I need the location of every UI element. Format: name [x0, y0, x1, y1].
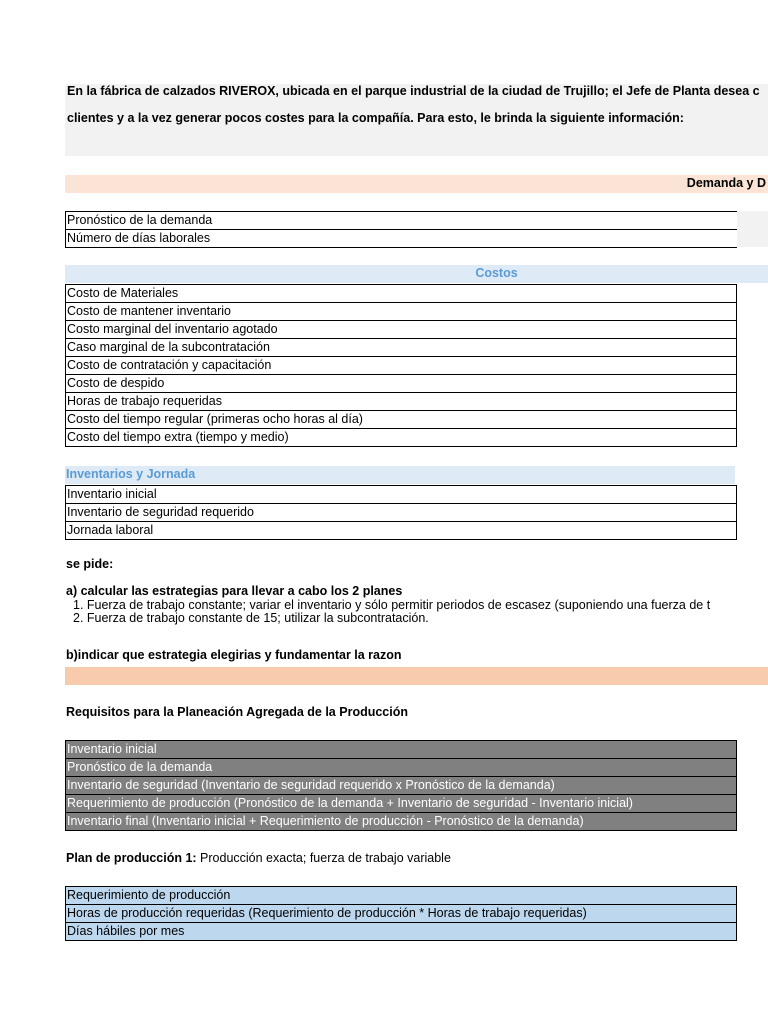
intro-line-2: clientes y a la vez generar pocos costes para la compañía. Para esto, le brinda la siguiente información:	[67, 111, 684, 125]
cost-row-label: Costo del tiempo extra (tiempo y medio)	[66, 429, 737, 447]
plan1-title	[66, 851, 451, 865]
table-row	[66, 905, 737, 923]
intro-line-1: En la fábrica de calzados RIVEROX, ubicada en el parque industrial de la ciudad de Trujillo; el Jefe de Planta desea c	[67, 84, 760, 98]
costs-table	[65, 284, 737, 447]
requirements-row-label: Inventario final (Inventario inicial + Requerimiento de producción - Pronóstico de la demanda)	[66, 813, 737, 831]
requirements-row-label: Inventario inicial	[66, 741, 737, 759]
inventory-row-label: Jornada laboral	[66, 522, 737, 540]
table-row	[66, 887, 737, 905]
cost-row-label: Horas de trabajo requeridas	[66, 393, 737, 411]
question-a: a) calcular las estrategias para llevar a cabo los 2 planes	[66, 584, 403, 598]
plan1-title-rest: Producción exacta; fuerza de trabajo variable	[196, 851, 451, 865]
question-a-item-1: 1. Fuerza de trabajo constante; variar el inventario y sólo permitir periodos de escasez (suponiendo una fuerza de t	[73, 598, 711, 612]
question-b: b)indicar que estrategia elegirias y fundamentar la razon	[66, 648, 402, 662]
plan1-row-label: Horas de producción requeridas (Requerimiento de producción * Horas de trabajo requeridas)	[66, 905, 737, 923]
requirements-row-label: Pronóstico de la demanda	[66, 759, 737, 777]
cost-row-label: Costo de mantener inventario	[66, 303, 737, 321]
table-row	[66, 504, 737, 522]
table-row	[66, 339, 737, 357]
plan1-row-label: Requerimiento de producción	[66, 887, 737, 905]
cost-row-label: Costo de despido	[66, 375, 737, 393]
table-row	[66, 923, 737, 941]
demand-header: Demanda y D	[686, 176, 766, 190]
table-row	[66, 321, 737, 339]
table-row	[66, 813, 737, 831]
table-row	[66, 795, 737, 813]
table-row	[66, 303, 737, 321]
cost-row-label: Costo marginal del inventario agotado	[66, 321, 737, 339]
table-row	[66, 212, 738, 230]
cost-row-label: Costo de contratación y capacitación	[66, 357, 737, 375]
inventory-table	[65, 485, 737, 540]
table-row	[66, 411, 737, 429]
cost-row-label: Costo de Materiales	[66, 285, 737, 303]
table-row	[66, 777, 737, 795]
costs-header-band	[65, 265, 768, 283]
table-row	[66, 285, 737, 303]
demand-header-band	[65, 175, 768, 193]
demand-table	[65, 211, 737, 248]
cost-row-label: Costo del tiempo regular (primeras ocho horas al día)	[66, 411, 737, 429]
se-pide-label: se pide:	[66, 557, 114, 571]
table-row	[66, 429, 737, 447]
table-row	[66, 230, 738, 248]
question-a-item-2: 2. Fuerza de trabajo constante de 15; utilizar la subcontratación.	[73, 611, 429, 625]
plan1-table	[65, 886, 737, 941]
requirements-table	[65, 740, 737, 831]
table-row	[66, 375, 737, 393]
plan1-row-label: Días hábiles por mes	[66, 923, 737, 941]
requirements-row-label: Inventario de seguridad (Inventario de seguridad requerido x Pronóstico de la demanda)	[66, 777, 737, 795]
inventory-header: Inventarios y Jornada	[66, 467, 196, 481]
table-row	[66, 357, 737, 375]
cost-row-label: Caso marginal de la subcontratación	[66, 339, 737, 357]
intro-panel	[65, 84, 768, 156]
inventory-row-label: Inventario de seguridad requerido	[66, 504, 737, 522]
requirements-row-label: Requerimiento de producción (Pronóstico de la demanda + Inventario de seguridad - Inventario inicial)	[66, 795, 737, 813]
costs-header: Costos	[475, 266, 518, 280]
requirements-title: Requisitos para la Planeación Agregada de la Producción	[66, 705, 408, 719]
demand-row-label: Número de días laborales	[66, 230, 738, 248]
demand-table-edge	[737, 211, 768, 247]
table-row	[66, 393, 737, 411]
table-row	[66, 486, 737, 504]
inventory-row-label: Inventario inicial	[66, 486, 737, 504]
plan1-title-bold: Plan de producción 1:	[66, 851, 197, 865]
demand-row-label: Pronóstico de la demanda	[66, 212, 738, 230]
table-row	[66, 741, 737, 759]
table-row	[66, 522, 737, 540]
inventory-header-band	[65, 466, 735, 484]
table-row	[66, 759, 737, 777]
separator-band	[65, 667, 768, 685]
